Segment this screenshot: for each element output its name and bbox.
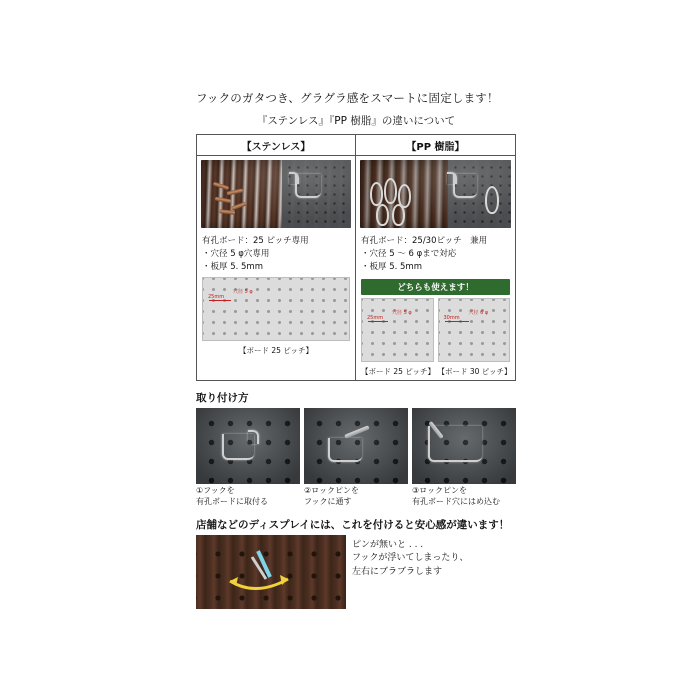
- install-section-title: 取り付け方: [196, 391, 249, 404]
- caption-line-1: ①フックを: [196, 485, 235, 495]
- hook-tip: [289, 172, 299, 184]
- display-section-title: 店舗などのディスプレイには、これを付けると安心感が違います！: [196, 518, 510, 531]
- board-measure-hole: 穴径 5 φ: [392, 309, 412, 316]
- board-measure-pitch: 30mm: [443, 314, 460, 321]
- infographic-sheet: [196, 90, 516, 590]
- photo-sheen: [201, 160, 351, 228]
- pegboard-diagram-30: [438, 298, 511, 362]
- pp-clip: [384, 178, 397, 204]
- pp-clip: [370, 182, 383, 206]
- stainless-photo-wrap: [197, 156, 355, 232]
- pp-clip: [392, 204, 405, 226]
- pp-product-photo: [360, 160, 511, 228]
- install-step-caption: [412, 484, 516, 508]
- measure-arrow: [209, 300, 231, 301]
- measure-arrow: [368, 321, 388, 322]
- text-line-2: フックが浮いてしまったり、: [352, 553, 469, 564]
- stainless-board-diagrams: [197, 277, 355, 345]
- pp-clip: [376, 204, 389, 226]
- install-step: [196, 408, 300, 508]
- install-step: [412, 408, 516, 508]
- pp-board-diagrams: [356, 298, 515, 366]
- install-step-image: [304, 408, 408, 484]
- wobble-arrow-icon: [196, 535, 346, 609]
- pp-board-captions: [356, 366, 515, 380]
- pp-photo-wrap: [356, 156, 515, 232]
- caption-line-2: フックに通す: [304, 496, 352, 506]
- board-measure-pitch: 25mm: [208, 293, 225, 300]
- stainless-spec-line3: ・板厚 5. 5mm: [202, 261, 263, 272]
- pp-spec-line3: ・板厚 5. 5mm: [361, 261, 422, 272]
- install-step-image: [412, 408, 516, 484]
- install-step-caption: [196, 484, 300, 508]
- comparison-column-pp: [356, 135, 515, 380]
- pegboard-diagram-25: [202, 277, 350, 341]
- text-line-3: 左右にブラブラします: [352, 566, 443, 577]
- hook-shape: [328, 438, 362, 462]
- hook-tip: [248, 430, 259, 444]
- comparison-column-stainless: [197, 135, 356, 380]
- loose-hook-photo: [196, 535, 346, 609]
- install-steps: [196, 408, 516, 508]
- display-section-row: [196, 535, 516, 609]
- install-step-image: [196, 408, 300, 484]
- pp-column-title: 【PP 樹脂】: [356, 135, 515, 156]
- page-title: フックのガタつき、グラグラ感をスマートに固定します！: [196, 91, 499, 105]
- board-caption-25: 【ボード 25 ピッチ】: [238, 345, 313, 355]
- caption-line-1: ②ロックピンを: [304, 485, 360, 495]
- caption-line-2: 有孔ボードに取付る: [196, 496, 268, 506]
- pp-spec-line1: 有孔ボード：25/30ピッチ 兼用: [361, 236, 488, 246]
- pp-compatibility-badge: どちらも使えます！: [361, 279, 510, 295]
- board-measure-hole: 穴径 6 φ: [468, 309, 489, 316]
- display-section-text: [352, 535, 468, 580]
- board-caption-25: 【ボード 25 ピッチ】: [361, 366, 436, 376]
- board-measure-pitch: 25mm: [367, 314, 384, 321]
- stainless-spec: [197, 232, 355, 277]
- stainless-board-captions: [197, 345, 355, 359]
- stainless-column-title: 【ステンレス】: [197, 135, 355, 156]
- install-step: [304, 408, 408, 508]
- hook-tip: [447, 172, 457, 184]
- caption-line-2: 有孔ボード穴にはめ込む: [412, 496, 500, 506]
- stainless-spec-line1: 有孔ボード：25 ピッチ専用: [202, 236, 309, 246]
- stainless-product-photo: [201, 160, 351, 228]
- stainless-spec-line2: ・穴径 5 φ穴専用: [202, 249, 270, 260]
- install-step-caption: [304, 484, 408, 508]
- measure-arrow: [445, 321, 469, 322]
- pegboard-diagram-25: [361, 298, 434, 362]
- board-caption-30: 【ボード 30 ピッチ】: [437, 366, 512, 376]
- pp-spec-line2: ・穴径 5 ～ 6 φまで対応: [361, 249, 457, 260]
- pp-clip-large: [485, 186, 499, 214]
- pp-spec: [356, 232, 515, 277]
- caption-line-1: ③ロックピンを: [412, 485, 468, 495]
- comparison-subtitle: 『ステンレス』『PP 樹脂』の違いについて: [256, 115, 456, 127]
- board-measure-hole: 穴径 5 φ: [233, 288, 253, 295]
- comparison-table: [196, 134, 516, 381]
- text-line-1: ピンが無いと . . .: [352, 539, 424, 550]
